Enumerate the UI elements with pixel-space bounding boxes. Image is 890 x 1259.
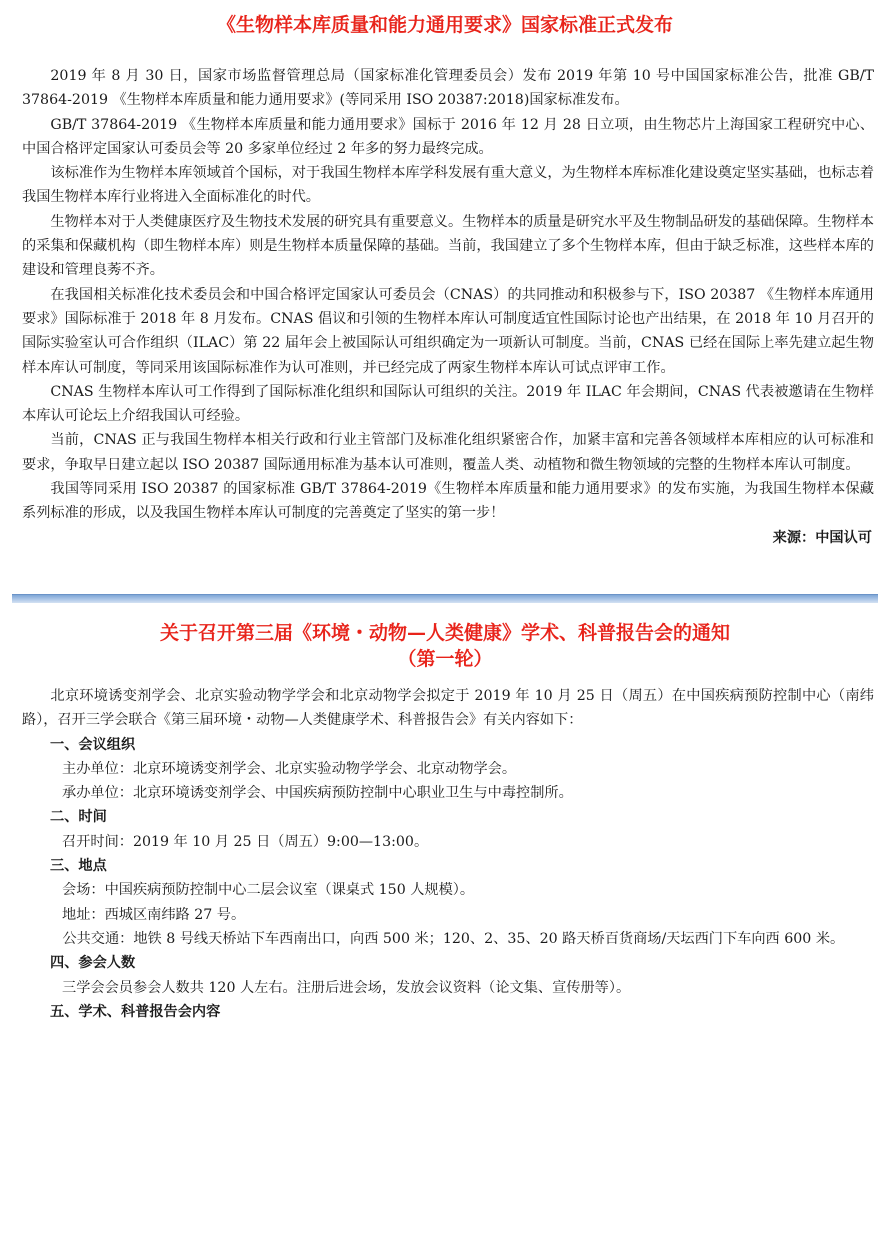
host-units: 主办单位：北京环境诱变剂学会、北京实验动物学学会、北京动物学会。 — [62, 760, 517, 777]
article1-paragraph: GB/T 37864-2019 《生物样本库质量和能力通用要求》国标于 2016 年 12 月 28 日立项，由生物芯片上海国家工程研究中心、中国合格评定国家认可委员会等 20 多家单位经过 2 年多的努力最终完成。 — [22, 116, 874, 157]
article2-title-line2: （第一轮） — [397, 648, 493, 670]
article2-intro: 北京环境诱变剂学会、北京实验动物学学会和北京动物学会拟定于 2019 年 10 月 25 日（周五）在中国疾病预防控制中心（南纬路），召开三学会联合《第三届环境・动物—人类健康学术、科普报告会》有关内容如下： — [22, 688, 874, 729]
article1-paragraph: 该标准作为生物样本库领域首个国标，对于我国生物样本库学科发展有重大意义，为生物样本库标准化建设奠定坚实基础，也标志着我国生物样本库行业将进入全面标准化的时代。 — [22, 165, 874, 206]
article2-title — [0, 620, 890, 672]
article1-title: 《生物样本库质量和能力通用要求》国家标准正式发布 — [216, 14, 673, 36]
address: 地址：西城区南纬路 27 号。 — [62, 906, 246, 923]
organizer-units: 承办单位：北京环境诱变剂学会、中国疾病预防控制中心职业卫生与中毒控制所。 — [62, 785, 573, 802]
article1-body — [22, 64, 874, 550]
article1-paragraph: 我国等同采用 ISO 20387 的国家标准 GB/T 37864-2019《生物样本库质量和能力通用要求》的发布实施，为我国生物样本保藏系列标准的形成，以及我国生物样本库认可制度的完善奠定了坚实的第一步！ — [22, 481, 874, 522]
section-heading: 五、学术、科普报告会内容 — [50, 1003, 221, 1020]
public-transit: 公共交通：地铁 8 号线天桥站下车西南出口，向西 500 米；120、2、35、20 路天桥百货商场/天坛西门下车向西 600 米。 — [62, 930, 845, 947]
article1-paragraph: 在我国相关标准化技术委员会和中国合格评定国家认可委员会（CNAS）的共同推动和积极参与下，ISO 20387 《生物样本库通用要求》国际标准于 2018 年 8 月发布。CNAS 倡议和引领的生物样本库认可制度适宜性国际讨论也产出结果，在 2018 年 10 月召开的国际实验室认可合作组织（ILAC）第 22 届年会上被国际认可组织确定为一项新认可制度。当前，CNAS 已经在国际上率先建立起生物样本库认可制度，等同采用该国际标准作为认可准则，并已经完成了两家生物样本库认可试点评审工作。 — [22, 286, 874, 376]
meeting-time: 召开时间：2019 年 10 月 25 日（周五）9:00—13:00。 — [62, 833, 429, 850]
section-divider — [12, 594, 878, 603]
section-heading: 三、地点 — [50, 858, 107, 875]
article1-paragraph: 生物样本对于人类健康医疗及生物技术发展的研究具有重要意义。生物样本的质量是研究水平及生物制品研发的基础保障。生物样本的采集和保藏机构（即生物样本库）则是生物样本质量保障的基础。当前，我国建立了多个生物样本库，但由于缺乏标准，这些样本库的建设和管理良莠不齐。 — [22, 213, 874, 279]
attendee-count: 三学会会员参会人数共 120 人左右。注册后进会场，发放会议资料（论文集、宣传册等）。 — [62, 979, 631, 996]
article2-title-line1: 关于召开第三届《环境・动物—人类健康》学术、科普报告会的通知 — [159, 622, 730, 644]
venue: 会场：中国疾病预防控制中心二层会议室（课桌式 150 人规模）。 — [62, 882, 475, 899]
article1-source: 来源：中国认可 — [772, 529, 872, 546]
section-heading: 二、时间 — [50, 809, 107, 826]
section-heading: 一、会议组织 — [50, 736, 136, 753]
article1-paragraph: 2019 年 8 月 30 日，国家市场监督管理总局（国家标准化管理委员会）发布 2019 年第 10 号中国国家标准公告，批准 GB/T 37864-2019 《生物样本库质量和能力通用要求》(等同采用 ISO 20387:2018)国家标准发布。 — [22, 68, 874, 109]
article1-paragraph: CNAS 生物样本库认可工作得到了国际标准化组织和国际认可组织的关注。2019 年 ILAC 年会期间，CNAS 代表被邀请在生物样本库认可论坛上介绍我国认可经验。 — [22, 383, 874, 425]
article1-paragraph: 当前，CNAS 正与我国生物样本相关行政和行业主管部门及标准化组织紧密合作，加紧丰富和完善各领域样本库相应的认可标准和要求，争取早日建立起以 ISO 20387 国际通用标准为基本认可准则，覆盖人类、动植物和微生物领域的完整的生物样本库认可制度。 — [22, 432, 874, 473]
section-heading: 四、参会人数 — [50, 955, 136, 972]
article2-body — [22, 684, 874, 1024]
